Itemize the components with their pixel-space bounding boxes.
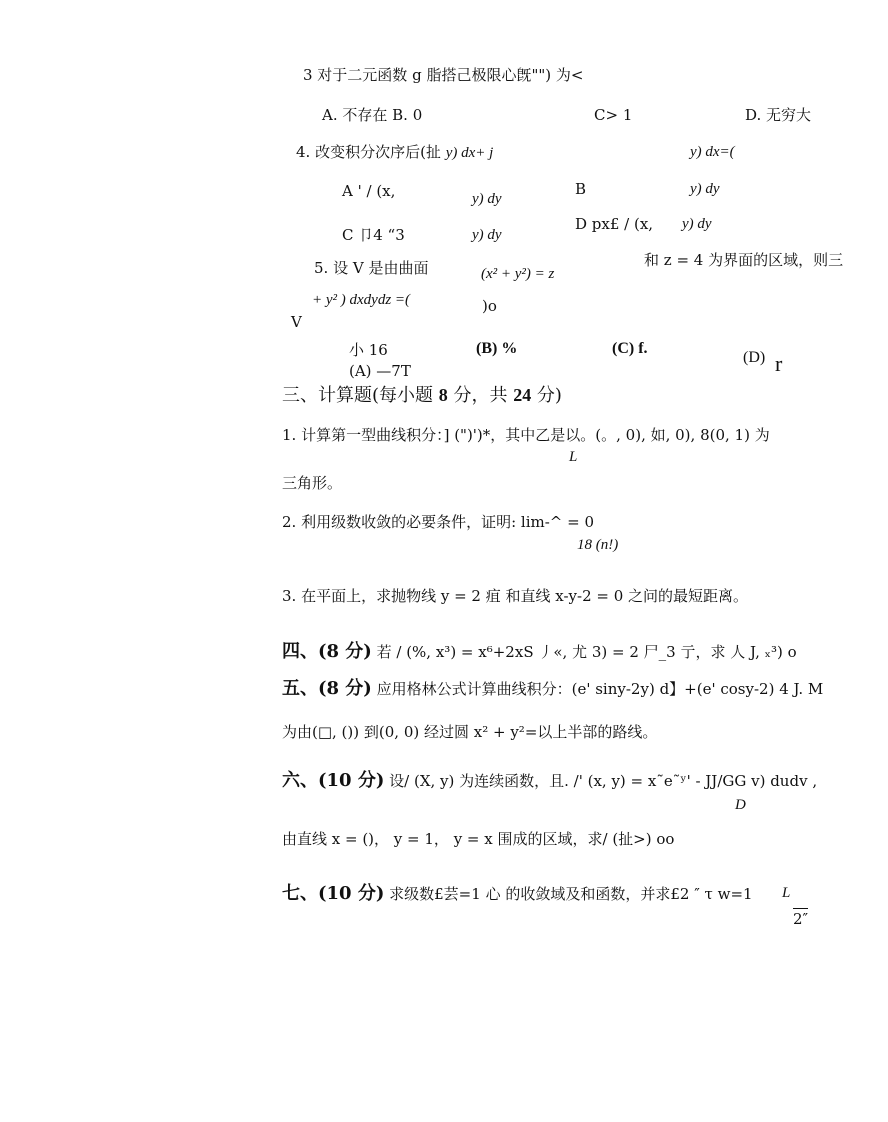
sec3-problem-2-sub: 18 (n!) [577,537,619,553]
sec6-label: 六、(10 分) [282,770,385,791]
sec5-label: 五、(8 分) [282,678,372,699]
sec3-problem-1-cont: 三角形。 [282,474,343,492]
sec3-title-post: 分) [531,385,562,406]
q4-option-c: C 卩4 “3 [342,226,405,244]
q4-stem [296,143,493,162]
sec3-problem-2: 2. 利用级数收敛的必要条件，证明: lim-^ = 0 [282,513,595,531]
q5-option-b: (B) % [476,340,518,357]
sec5-cont: 为由(□, ()) 到(0, 0) 经过圆 x² + y²=以上半部的路线。 [282,723,658,741]
sec5-text: 应用格林公式计算曲线积分：(e' siny-2y) d】+(e' cosy-2) 4 J. M [376,680,824,698]
q3-stem: 3 对于二元函数 g 脂搭己极限心旣"") 为< [303,66,584,84]
sec3-problem-3: 3. 在平面上，求抛物线 y = 2 疽 和直线 x-y-2 = 0 之问的最短距离。 [282,587,749,605]
sec3-title [282,384,562,407]
q5-stem: 5. 设 V 是由曲面 [314,259,429,277]
q5-paren: )o [482,297,497,315]
q5-option-c: (C) f. [612,340,648,357]
q3-option-d: D. 无穷大 [745,106,812,124]
sec7 [282,883,753,905]
q4-stem-text: 4. 改变积分次序后(扯 [296,143,441,161]
q4-option-c-dy: y) dy [472,227,502,243]
sec3-problem-1-sub: L [569,449,578,465]
sec3-title-total: 24 [513,385,532,405]
sec6-text: 设/ (X, y) 为连续函数，且. /' (x, y) = x˜e˜ʸ' - JJ/GG v) dudv , [389,772,818,790]
q4-option-d: D px£ / (x, [575,215,654,233]
sec7-text: 求级数£芸=1 心 的收敛域及和函数，并求£2 ″ τ w=1 [389,885,753,903]
q4-stem-italic: y) dx+ j [445,145,494,161]
sec3-title-mid: 分，共 [447,385,514,406]
sec3-title-pre: 三、计算题(每小题 [282,385,439,406]
sec6-cont: 由直线 x = ()， y = 1， y = x 围成的区域，求/ (扯>) oo [282,830,675,848]
q4-option-b: B [575,180,587,198]
q5-option-a: (A) —7T [349,362,411,380]
q5-surface: (x² + y²) = z [481,266,555,282]
sec4 [282,641,797,663]
q3-option-a: A. 不存在 B. 0 [322,106,423,124]
q4-option-b-dy: y) dy [690,181,720,197]
sec3-problem-1: 1. 计算第一型曲线积分：] (")')*，其中乙是以。(。, 0), 如, 0), 8(0, 1) 为 [282,426,770,444]
q5-integrand [312,290,410,309]
sec5 [282,678,823,700]
q5-region-v: V [291,313,302,331]
q4-option-a: A ' / (x, [342,182,396,200]
sec4-text: 若 / (%, x³) = x⁶+2xS 丿«, 尤 3) = 2 尸_3 亍，求 人 J, ₓ³) o [376,643,797,661]
sec3-title-n: 8 [438,385,448,405]
sec7-frac-num: L [782,885,791,901]
q5-option-d-extra: r [775,351,783,376]
q3-option-c: C> 1 [594,106,633,124]
q5-bound: 和 z = 4 为界面的区域，则三 [644,251,844,269]
q5-integrand-text: + y² ) dxdydz =( [312,292,411,308]
q4-option-a-dy: y) dy [472,191,502,207]
sec6 [282,770,817,792]
sec7-label: 七、(10 分) [282,883,385,904]
q5-option-a-top: 小 16 [349,341,388,359]
q4-option-d-dy: y) dy [682,216,712,232]
sec6-sub: D [735,797,746,813]
sec4-label: 四、(8 分) [282,641,372,662]
q5-option-d: (D) [743,349,766,366]
sec7-frac-den: 2″ [793,910,809,928]
q4-rhs: y) dx=( [690,144,735,160]
